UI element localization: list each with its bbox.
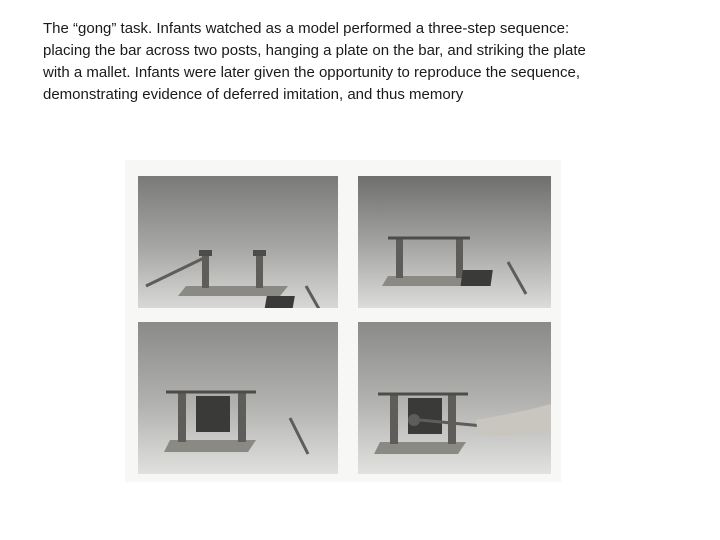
- photo-panel-step-1: [358, 176, 551, 308]
- photo-panel-step-3: [358, 322, 551, 474]
- figure-caption: [43, 18, 683, 106]
- photo-panel-step-2: [138, 322, 338, 474]
- caption-line-2: placing the bar across two posts, hanging a plate on the bar, and striking the plate: [43, 42, 586, 59]
- caption-line-3: with a mallet. Infants were later given the opportunity to reproduce the sequence,: [43, 64, 580, 81]
- caption-line-1: The “gong” task. Infants watched as a model performed a three-step sequence:: [43, 20, 570, 37]
- caption-line-4: demonstrating evidence of deferred imitation, and thus memory: [43, 86, 464, 103]
- gong-task-photo-grid: [125, 160, 561, 482]
- photo-panel-step-0: [138, 176, 338, 308]
